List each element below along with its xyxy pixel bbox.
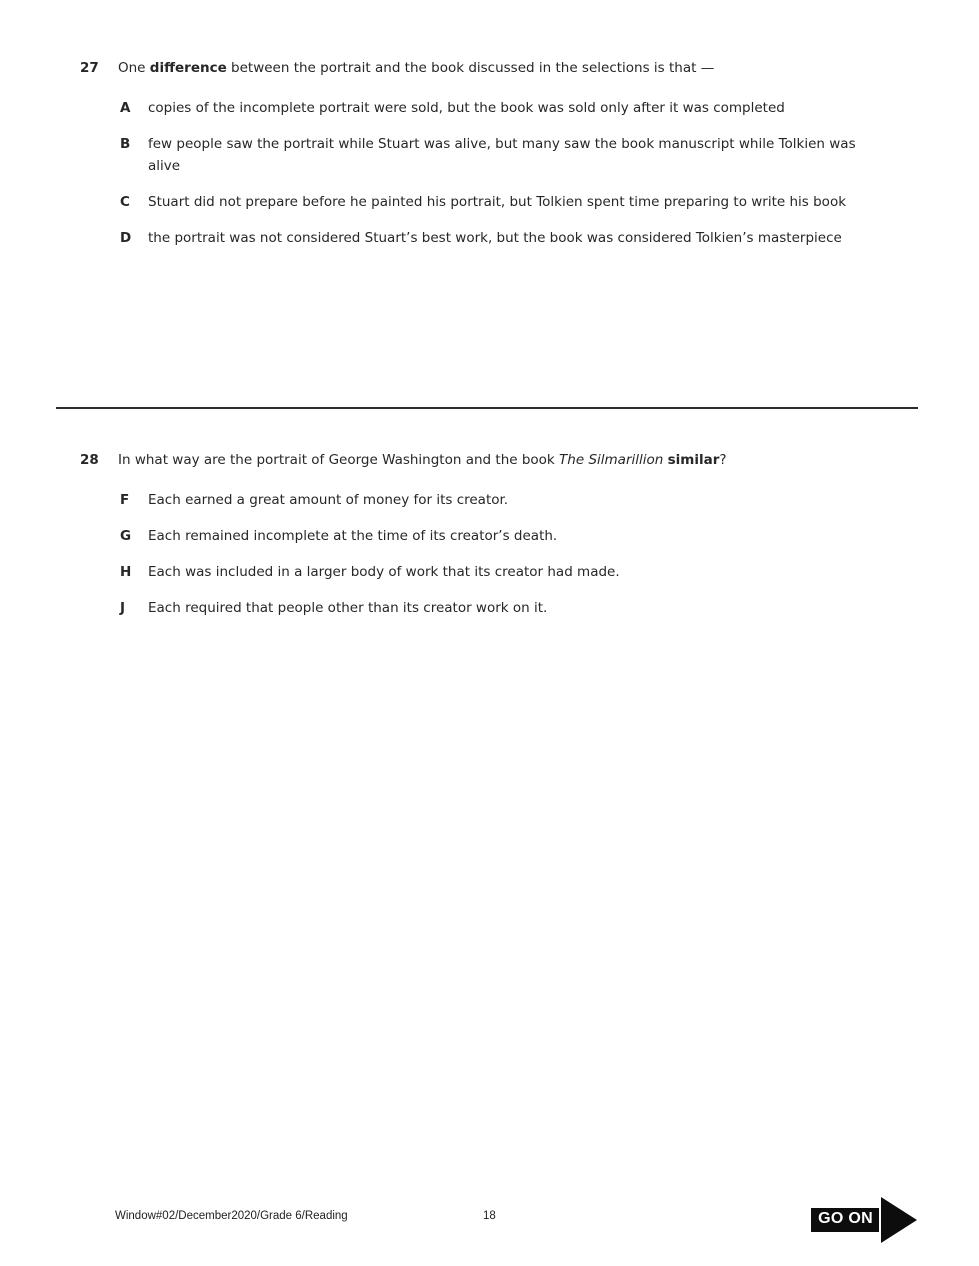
go-on-arrow-icon [881, 1197, 917, 1243]
answer-option-H [120, 561, 928, 583]
answer-option-J [120, 597, 928, 619]
answer-option-G [120, 525, 928, 547]
answer-options [120, 97, 928, 249]
prompt-segment: The Silmarillion [559, 452, 664, 468]
option-letter: J [120, 600, 126, 616]
question-block-27 [80, 57, 928, 263]
question-number: 28 [80, 452, 99, 468]
option-letter: G [120, 528, 132, 544]
prompt-segment: between the portrait and the book discussed in the selections is that — [226, 60, 715, 76]
option-text: the portrait was not considered Stuart’s best work, but the book was considered Tolkien’s masterpiece [148, 230, 842, 246]
option-text: Stuart did not prepare before he painted his portrait, but Tolkien spent time preparing to write his book [148, 194, 847, 210]
option-letter: A [120, 100, 131, 116]
option-letter: D [120, 230, 132, 246]
prompt-segment: One [118, 60, 150, 76]
option-text: Each was included in a larger body of work that its creator had made. [148, 564, 620, 580]
option-letter: C [120, 194, 130, 210]
option-text: copies of the incomplete portrait were sold, but the book was sold only after it was completed [148, 100, 785, 116]
go-on-label: GO ON [811, 1208, 879, 1232]
prompt-segment: In what way are the portrait of George Washington and the book [118, 452, 560, 468]
option-letter: H [120, 564, 132, 580]
answer-option-C [120, 191, 928, 213]
answer-option-F [120, 489, 928, 511]
question-block-28 [80, 449, 928, 633]
option-text: Each required that people other than its creator work on it. [148, 600, 548, 616]
prompt-segment: similar [667, 452, 720, 468]
answer-option-D [120, 227, 928, 249]
question-number: 27 [80, 60, 99, 76]
document-label: Window#02/December2020/Grade 6/Reading [115, 1210, 348, 1222]
go-on-button [811, 1196, 917, 1244]
option-text: Each earned a great amount of money for its creator. [148, 492, 509, 508]
question-prompt [118, 449, 727, 471]
question-header [80, 449, 928, 471]
question-divider-rule [56, 407, 918, 409]
option-letter: F [120, 492, 130, 508]
prompt-segment: ? [719, 452, 727, 468]
page-number: 18 [483, 1210, 496, 1222]
answer-option-B [120, 133, 928, 177]
page-footer [0, 1196, 979, 1246]
option-text: Each remained incomplete at the time of its creator’s death. [148, 528, 558, 544]
question-prompt [118, 57, 714, 79]
answer-options [120, 489, 928, 619]
option-text: few people saw the portrait while Stuart was alive, but many saw the book manuscript while Tolkien was alive [148, 136, 856, 174]
prompt-segment: difference [149, 60, 227, 76]
answer-option-A [120, 97, 928, 119]
question-header [80, 57, 928, 79]
option-letter: B [120, 136, 131, 152]
